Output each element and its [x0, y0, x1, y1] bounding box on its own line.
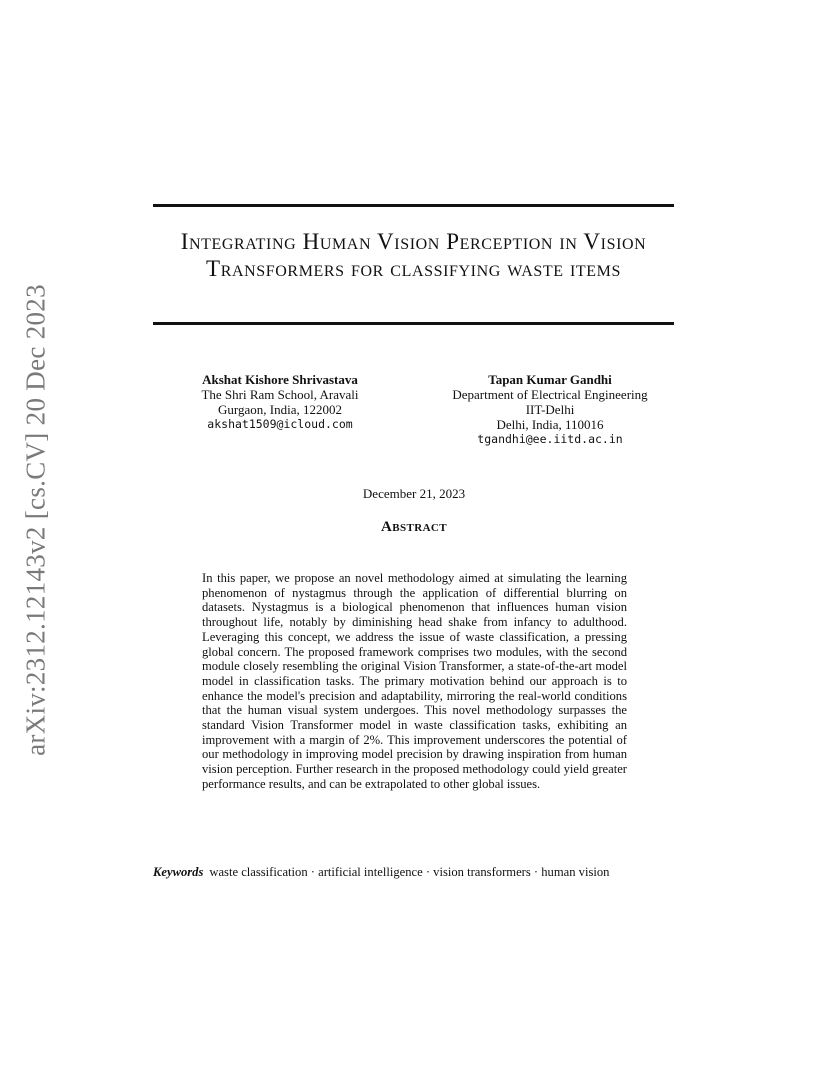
paper-date: December 21, 2023: [362, 486, 466, 501]
author-email: tgandhi@ee.iitd.ac.in: [477, 432, 623, 446]
author-name: Tapan Kumar Gandhi: [488, 372, 612, 387]
author-affiliation: Department of Electrical Engineering: [452, 387, 648, 402]
author-2: [420, 372, 680, 447]
author-affiliation: The Shri Ram School, Aravali: [201, 387, 359, 402]
author-email: akshat1509@icloud.com: [207, 417, 353, 431]
author-1: [145, 372, 415, 447]
paper-title: Integrating Human Vision Perception in Vision Transformers for classifying waste items: [180, 229, 647, 281]
author-name: Akshat Kishore Shrivastava: [202, 372, 358, 387]
keywords-line: [153, 865, 683, 880]
author-block: [150, 372, 680, 447]
author-affiliation: Delhi, India, 110016: [496, 417, 604, 432]
arxiv-identifier-stamp: arXiv:2312.12143v2 [cs.CV] 20 Dec 2023: [20, 284, 51, 756]
author-affiliation: IIT-Delhi: [525, 402, 575, 417]
title-top-rule: [153, 204, 674, 207]
keywords-list: waste classification · artificial intelligence · vision transformers · human vision: [209, 865, 610, 879]
author-affiliation: Gurgaon, India, 122002: [218, 402, 342, 417]
abstract-heading: Abstract: [381, 519, 447, 535]
keywords-label: Keywords: [153, 865, 204, 879]
abstract-body: In this paper, we propose an novel methodology aimed at simulating the learning phenomenon of nystagmus through the application of differential blurring on datasets. Nystagmus is a biological phenomenon that influences human vision throughout life, notably by diminishing head shake from infancy to adulthood. Leveraging this concept, we address the issue of waste classification, a pressing global concern. The proposed framework comprises two modules, with the second module closely resembling the original Vision Transformer, a state-of-the-art model model in classification tasks. The primary motivation behind our approach is to enhance the model's precision and adaptability, mirroring the real-world conditions that the human visual system undergoes. This novel methodology surpasses the standard Vision Transformer model in waste classification tasks, exhibiting an improvement with a margin of 2%. This improvement underscores the potential of our methodology in improving model precision by drawing inspiration from human vision perception. Further research in the proposed methodology could yield greater performance results, and can be extrapolated to other global issues.: [202, 571, 627, 791]
title-bottom-rule: [153, 322, 674, 325]
